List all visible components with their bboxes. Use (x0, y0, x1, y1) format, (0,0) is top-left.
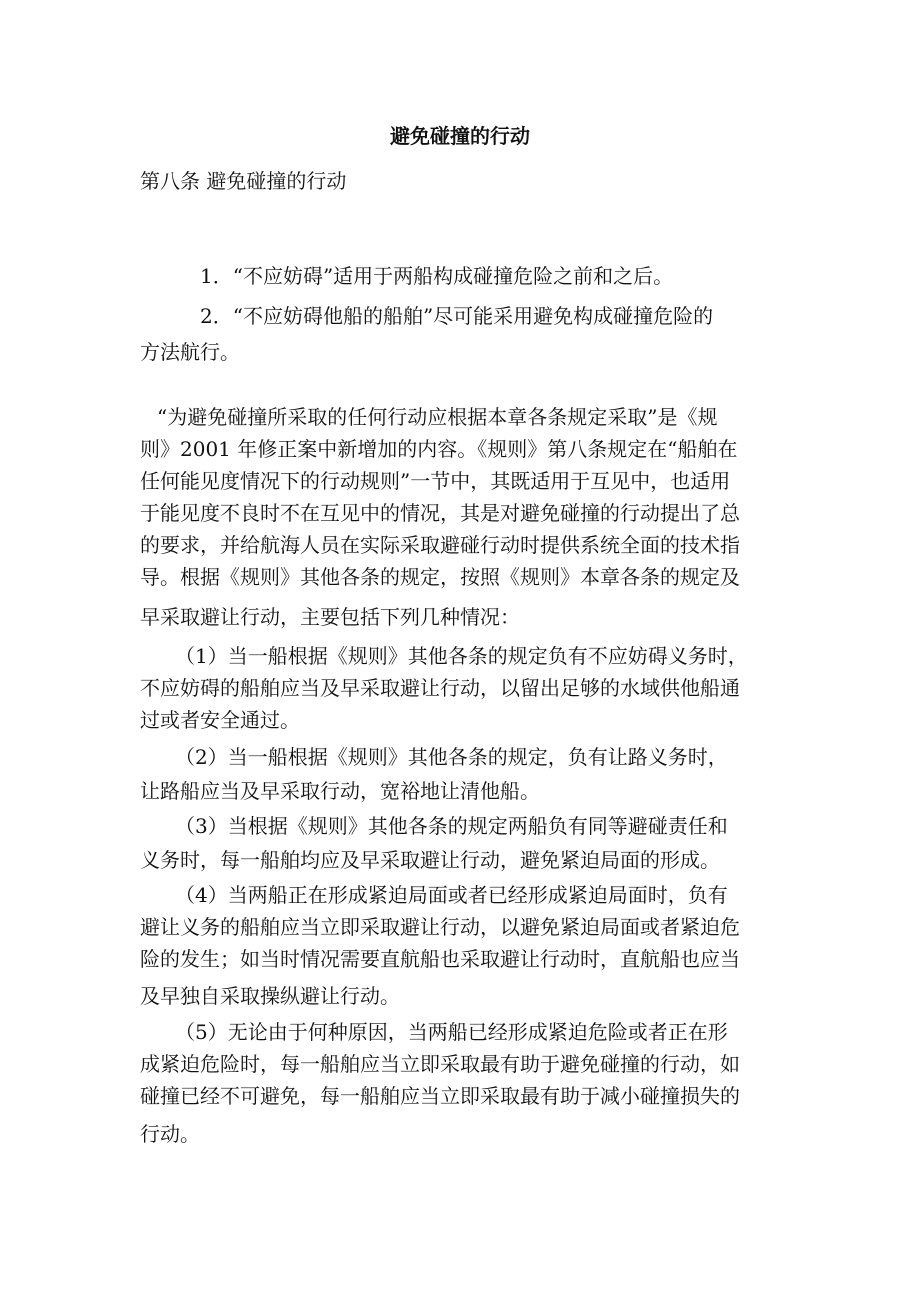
case-4-line: 避让义务的船舶应当立即采取避让行动，以避免紧迫局面或者紧迫危 (140, 915, 740, 939)
intro-line: 任何能见度情况下的行动规则”一节中，其既适用于互见中，也适用 (140, 469, 731, 493)
case-5-line: （5）无论由于何种原因，当两船已经形成紧迫危险或者正在形 (175, 1020, 728, 1044)
article-heading: 第八条 避免碰撞的行动 (140, 169, 347, 193)
case-4-line: 及早独自采取操纵避让行动。 (140, 984, 400, 1008)
case-1-line: 过或者安全通过。 (140, 708, 300, 732)
intro-line: 则》2001 年修正案中新增加的内容。《规则》第八条规定在“船舶在 (140, 437, 738, 461)
case-2-line: 让路船应当及早采取行动，宽裕地让清他船。 (140, 779, 540, 803)
case-1-line: 不应妨碍的船舶应当及早采取避让行动，以留出足够的水域供他船通 (140, 676, 740, 700)
item-2: 2．“不应妨碍他船的船舶”尽可能采用避免构成碰撞危险的 (200, 304, 714, 328)
case-5-line: 行动。 (140, 1122, 200, 1146)
case-4-line: 险的发生；如当时情况需要直航船也采取避让行动时，直航船也应当 (140, 947, 740, 971)
case-5-line: 成紧迫危险时，每一船舶应当立即采取最有助于避免碰撞的行动，如 (140, 1052, 740, 1076)
item-2-continued: 方法航行。 (140, 340, 240, 364)
case-1-line: （1）当一船根据《规则》其他各条的规定负有不应妨碍义务时， (175, 644, 748, 668)
case-2-line: （2）当一船根据《规则》其他各条的规定，负有让路义务时， (175, 745, 728, 769)
intro-line: 早采取避让行动，主要包括下列几种情况： (140, 605, 520, 629)
case-3-line: （3）当根据《规则》其他各条的规定两船负有同等避碰责任和 (175, 814, 728, 838)
intro-line: “为避免碰撞所采取的任何行动应根据本章各条规定采取”是《规 (157, 405, 718, 429)
page-title: 避免碰撞的行动 (390, 124, 530, 148)
intro-line: 导。根据《规则》其他各条的规定，按照《规则》本章各条的规定及 (140, 565, 740, 589)
case-3-line: 义务时，每一船舶均应及早采取避让行动，避免紧迫局面的形成。 (140, 848, 720, 872)
case-5-line: 碰撞已经不可避免，每一船舶应当立即采取最有助于减小碰撞损失的 (140, 1084, 740, 1108)
case-4-line: （4）当两船正在形成紧迫局面或者已经形成紧迫局面时，负有 (175, 883, 728, 907)
intro-line: 的要求，并给航海人员在实际采取避碰行动时提供系统全面的技术指 (140, 533, 740, 557)
item-1: 1．“不应妨碍”适用于两船构成碰撞危险之前和之后。 (200, 264, 674, 288)
intro-line: 于能见度不良时不在互见中的情况，其是对避免碰撞的行动提出了总 (140, 501, 740, 525)
